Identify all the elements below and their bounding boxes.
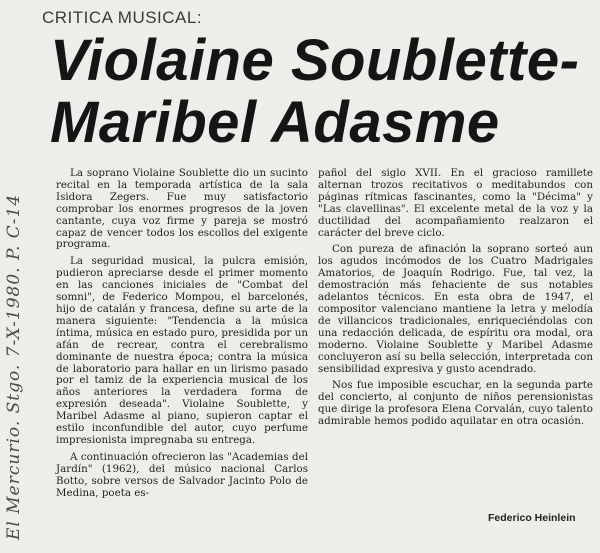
paragraph: La soprano Violaine Soublette dio un sucinto recital en la temporada artística de la sala Isidora Zegers. Fue muy satisfactorio comprobar los enormes progresos de la joven cantante, cuya voz firme y pareja se mostró capaz de vencer todos los escollos del exigente programa. xyxy=(56,167,308,251)
author-byline: Federico Heinlein xyxy=(488,512,576,524)
paragraph: A continuación ofrecieron las "Academias del Jardín" (1962), del músico nacional Carlos Botto, sobre versos de Salvador Jacinto Polo de Medina, poeta es- xyxy=(56,450,308,499)
paragraph: Con pureza de afinación la soprano sorteó aun los agudos incómodos de los Cuatro Madrigales Amatorios, de Joaquín Rodrigo. Fue, tal vez, la demostración más fehaciente de sus notables adelantos técnicos. En esta obra de 1947, el compositor valenciano mantiene la letra y melodía de villancicos tradicionales, enriqueciéndolas con una redacción delicada, de espíritu ora modal, ora moderno. Violaine Soublette y Maribel Adasme concluyeron así su bella selección, interpretada con sensibilidad expresiva y gusto acendrado. xyxy=(318,243,593,375)
handwritten-source-note: El Mercurio. Stgo. 7-X-1980. P. C-14 xyxy=(4,193,24,540)
article-column-left xyxy=(56,168,308,499)
section-label: CRITICA MUSICAL: xyxy=(42,8,203,27)
paragraph: Nos fue imposible escuchar, en la segunda parte del concierto, al conjunto de niños perensionistas que dirige la profesora Elena Corvalán, cuyo talento admirable hemos podido aquilatar en otra ocasión. xyxy=(318,379,593,428)
paragraph: pañol del siglo XVII. En el gracioso ramillete alternan trozos recitativos o meditabundos con páginas rítmicas fascinantes, como la "Décima" y "Las clavellinas". El excelente metal de la voz y la ductilidad del acompañamiento realzaron el carácter del breve ciclo. xyxy=(318,167,593,239)
article-title xyxy=(50,30,595,154)
paragraph: La seguridad musical, la pulcra emisión, pudieron apreciarse desde el primer momento en las canciones iniciales de "Combat del somni", de Federico Mompou, el barcelonés, hijo de catalán y francesa, define su arte de la manera siguiente: "Tendencia a la música íntima, música en estado puro, presidida por un afán de recrear, contra el cerebralismo dominante de nuestra época; contra la música de laboratorio para hallar en un lirismo pasado por el tamiz de la experiencia musical de los años anteriores la verdadera forma de expresión deseada". Violaine Soublette, y Maribel Adasme al piano, supieron captar el estilo inconfundible del autor, cuyo perfume impresionista impregnaba su entrega. xyxy=(56,255,308,446)
article-column-right xyxy=(318,168,593,428)
title-line-2: Maribel Adasme xyxy=(50,90,500,155)
title-line-1: Violaine Soublette- xyxy=(50,28,580,93)
